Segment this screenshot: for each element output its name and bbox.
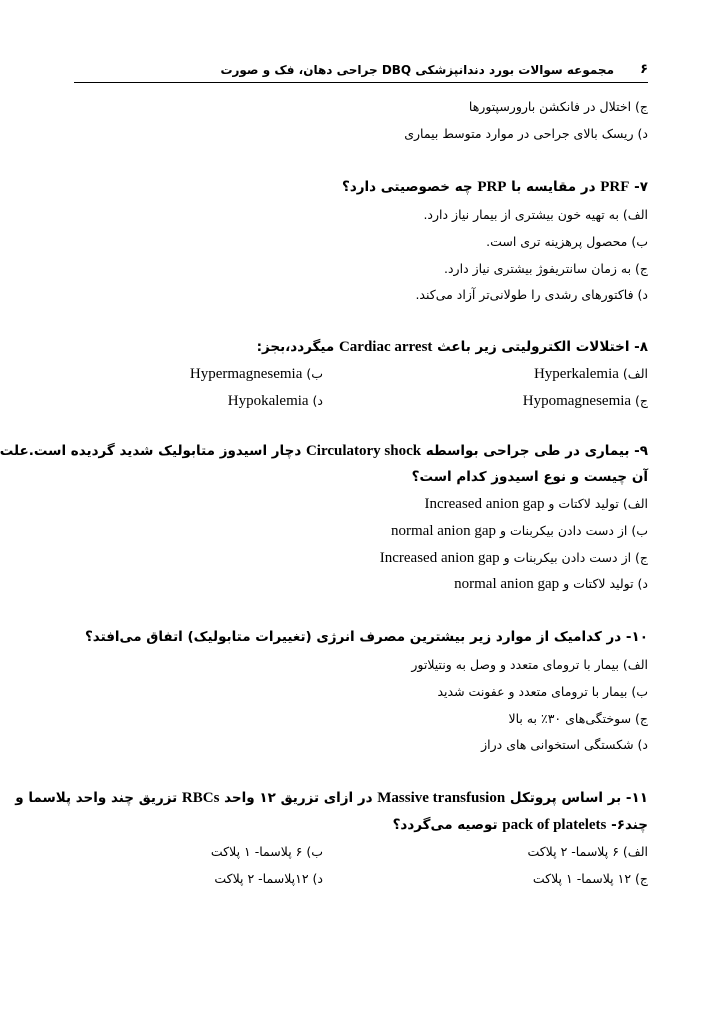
question-8-term: Cardiac arrest (338, 339, 433, 355)
question-11-option-c: ج) ۱۲ پلاسما- ۱ پلاکت (532, 871, 648, 886)
question-8-option-a-term: Hyperkalemia (533, 366, 619, 382)
question-8-option-c-term: Hypomagnesemia (522, 393, 632, 409)
question-11-line-2-suffix: -۶ توصیه می‌گردد؟ (392, 817, 625, 833)
question-9-line-2: آن چیست و نوع اسیدوز کدام است؟ (411, 469, 648, 485)
question-7-term-prf: PRF (600, 179, 630, 195)
question-9-option-b (391, 521, 648, 541)
question-7-mid: در مقایسه با (506, 179, 601, 195)
question-9-prefix: ۹- بیماری در طی جراحی بواسطه (421, 443, 648, 459)
question-8-option-c-label: ج) (631, 393, 648, 408)
question-8-option-d-term: Hypokalemia (227, 393, 309, 409)
question-10-option-a: الف) بیمار با ترومای متعدد و وصل به ونتیلاتور (411, 657, 648, 672)
question-7 (342, 177, 648, 197)
question-7-option-b: ب) محصول پرهزینه تری است. (486, 234, 648, 249)
question-9-option-d-text: د) تولید لاکتات و (559, 576, 648, 591)
question-8-option-b (190, 364, 323, 384)
question-8-option-a-label: الف) (618, 366, 648, 381)
question-8-option-d (228, 391, 323, 411)
prev-option-d: د) ریسک بالای جراحی در موارد متوسط بیماری (404, 126, 648, 141)
page-number: ۶ (640, 62, 648, 77)
question-9-option-c-text: ج) از دست دادن بیکربنات و (499, 550, 648, 565)
question-11-line-1 (15, 788, 648, 808)
question-9-option-a-text: الف) تولید لاکتات و (544, 496, 648, 511)
question-7-option-c: ج) به زمان سانتریفوژ بیشتری نیاز دارد. (444, 261, 648, 276)
question-7-prefix: ۷- (629, 179, 648, 195)
question-11-option-d: د) ۱۲پلاسما- ۲ پلاکت (214, 871, 323, 886)
question-11-prefix: ۱۱- بر اساس پروتکل (505, 790, 648, 806)
question-8-option-b-label: ب) (302, 366, 323, 381)
running-title: مجموعه سوالات بورد دندانپزشکی DBQ جراحی دهان، فک و صورت (220, 63, 614, 77)
question-10-option-b: ب) بیمار با ترومای متعدد و عفونت شدید (437, 684, 648, 699)
question-9-term: Circulatory shock (305, 443, 422, 459)
question-7-option-a: الف) به تهیه خون بیشتری از بیمار نیاز دارد. (423, 207, 648, 222)
question-9-option-a-term: Increased anion gap (424, 496, 545, 512)
question-9-option-b-text: ب) از دست دادن بیکربنات و (495, 523, 648, 538)
page-header (74, 62, 648, 83)
question-11-suffix: تزریق چند واحد پلاسما و (15, 790, 182, 806)
question-11-mid: در ازای تزریق ۱۲ واحد (219, 790, 378, 806)
question-9-option-d-term: normal anion gap (454, 576, 560, 592)
question-10: ۱۰- در کدامیک از موارد زیر بیشترین مصرف انرژی (تغییرات متابولیک) اتفاق می‌افتد؟ (84, 629, 648, 645)
question-11-term-massive: Massive transfusion (377, 790, 506, 806)
question-7-term-prp: PRP (477, 179, 507, 195)
question-11-line-2-prefix: چند (624, 817, 648, 833)
question-11-term-platelets: pack of platelets (502, 817, 607, 833)
question-8-option-a (534, 364, 648, 384)
question-9-option-c-term: Increased anion gap (379, 550, 500, 566)
question-7-option-d: د) فاکتورهای رشدی را طولانی‌تر آزاد می‌کند. (415, 287, 648, 302)
question-8-prefix: ۸- اختلالات الکترولیتی زیر باعث (432, 339, 648, 355)
question-9-line-1 (0, 441, 648, 461)
question-9-option-d (454, 574, 648, 594)
question-11-option-a: الف) ۶ پلاسما- ۲ پلاکت (527, 844, 648, 859)
question-11-option-b: ب) ۶ پلاسما- ۱ پلاکت (210, 844, 323, 859)
question-9-option-c (380, 548, 648, 568)
question-9-suffix: دچار اسیدوز متابولیک شدید گردیده است.علت (0, 443, 306, 459)
question-7-suffix: چه خصوصیتی دارد؟ (341, 179, 478, 195)
question-9-option-b-term: normal anion gap (391, 523, 496, 539)
prev-option-c: ج) اختلال در فانکشن بارورسپتورها (468, 99, 648, 114)
question-8-suffix: میگردد،بجز: (256, 339, 339, 355)
question-9-option-a (425, 494, 649, 514)
question-10-option-c: ج) سوختگی‌های ۳۰٪ به بالا (508, 711, 648, 726)
question-10-option-d: د) شکستگی استخوانی های دراز (481, 737, 648, 752)
question-8-option-c (523, 391, 648, 411)
question-11-line-2 (393, 815, 648, 835)
question-8-option-b-term: Hypermagnesemia (189, 366, 303, 382)
question-8-option-d-label: د) (308, 393, 323, 408)
question-11-term-rbcs: RBCs (181, 790, 220, 806)
question-8 (257, 337, 648, 357)
